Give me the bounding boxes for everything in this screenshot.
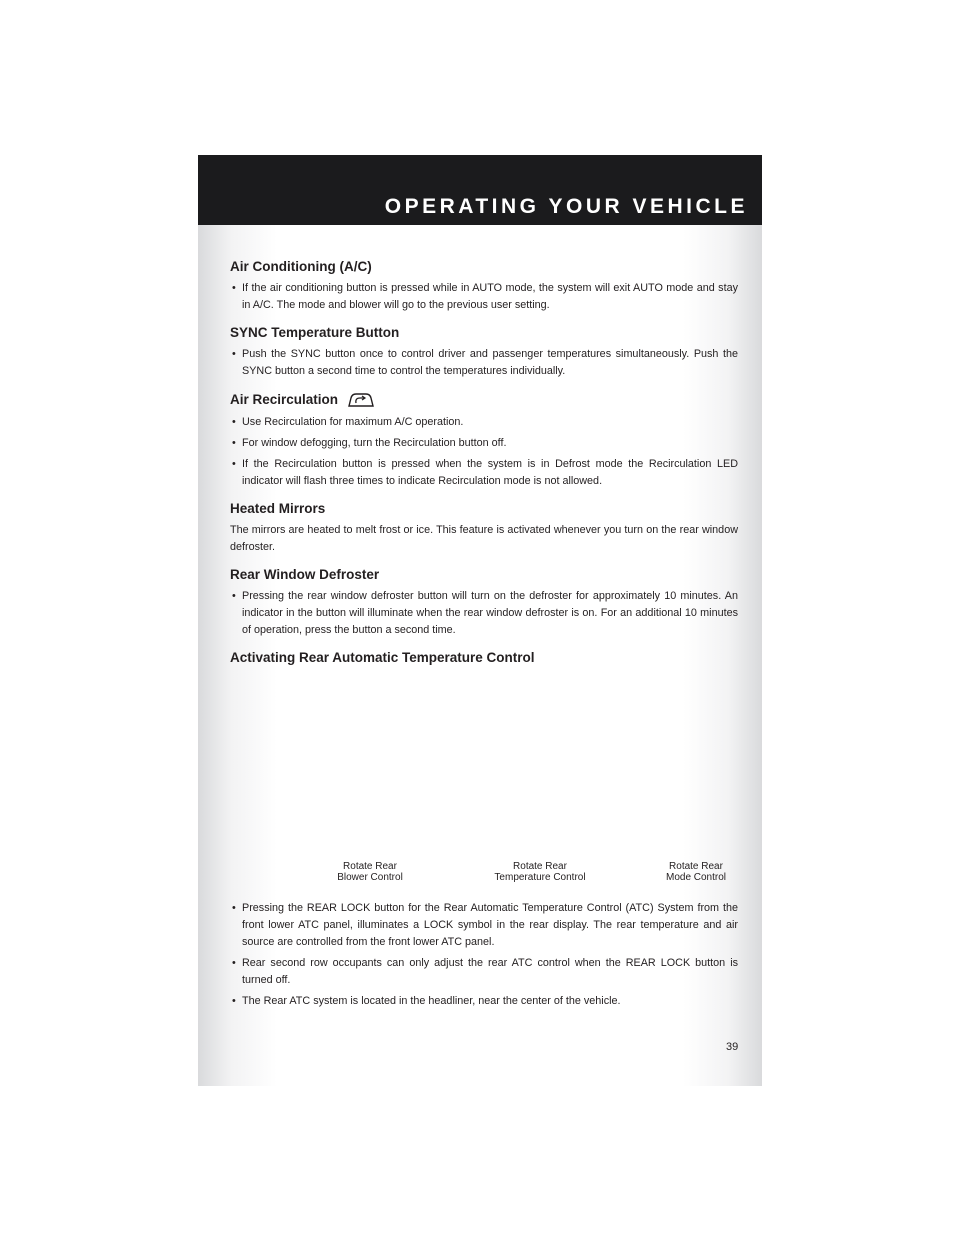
page-number: 39 xyxy=(726,1041,739,1053)
heading-air-conditioning: Air Conditioning (A/C) xyxy=(230,259,372,274)
list-item xyxy=(230,456,738,490)
section-header-bar xyxy=(198,155,762,225)
heading-rear-atc: Activating Rear Automatic Temperature Control xyxy=(230,650,535,665)
paragraph-heated-mirrors: The mirrors are heated to melt frost or ice. This feature is activated whenever you turn on the rear window defroster. xyxy=(230,524,738,553)
page-content xyxy=(230,258,738,1020)
list-item-text: Rear second row occupants can only adjust the rear ATC control when the REAR LOCK button is turned off. xyxy=(242,957,738,986)
section-header-title: OPERATING YOUR VEHICLE xyxy=(384,195,748,218)
list-item xyxy=(230,280,738,314)
list-item-text: Use Recirculation for maximum A/C operation. xyxy=(242,416,464,428)
list-item xyxy=(230,900,738,951)
list-item-text: The Rear ATC system is located in the headliner, near the center of the vehicle. xyxy=(242,995,621,1007)
bullet: • xyxy=(232,282,236,294)
list-item xyxy=(230,588,738,639)
list-item xyxy=(230,993,738,1010)
list-defroster xyxy=(230,588,738,639)
list-item-text: If the air conditioning button is pressed while in AUTO mode, the system will exit AUTO mode and stay in A/C. The mode and blower will go to the previous user setting. xyxy=(242,282,738,311)
list-item-text: If the Recirculation button is pressed when the system is in Defrost mode the Recirculation LED indicator will flash three times to indicate Recirculation mode is not allowed. xyxy=(242,458,738,487)
bullet: • xyxy=(232,458,236,470)
list-recirculation xyxy=(230,414,738,490)
heading-rear-window-defroster: Rear Window Defroster xyxy=(230,567,380,582)
list-sync xyxy=(230,346,738,380)
list-rear-atc xyxy=(230,900,738,1010)
caption-rear-mode-control: Rotate Rear Mode Control xyxy=(665,861,727,883)
bullet: • xyxy=(232,437,236,449)
heading-air-recirculation-row xyxy=(230,390,738,410)
heading-heated-mirrors: Heated Mirrors xyxy=(230,501,326,516)
recirculation-icon xyxy=(346,390,376,410)
list-item-text: Push the SYNC button once to control driver and passenger temperatures simultaneously. Push the SYNC button a second time to control the temperatures individually. xyxy=(242,348,738,377)
bullet: • xyxy=(232,902,236,914)
rear-atc-diagram xyxy=(230,675,738,882)
heading-sync-temperature: SYNC Temperature Button xyxy=(230,325,400,340)
bullet: • xyxy=(232,416,236,428)
heading-air-recirculation: Air Recirculation xyxy=(230,392,339,407)
bullet: • xyxy=(232,590,236,602)
bullet: • xyxy=(232,957,236,969)
list-air-conditioning xyxy=(230,280,738,314)
caption-rear-blower-control: Rotate Rear Blower Control xyxy=(337,861,403,883)
list-item-text: Pressing the rear window defroster button will turn on the defroster for approximately 10 minutes. An indicator in the button will illuminate when the rear window defroster is on. For an additional 10 minutes of operation, press the button a second time. xyxy=(242,590,738,636)
bullet: • xyxy=(232,348,236,360)
bullet: • xyxy=(232,995,236,1007)
list-item-text: Pressing the REAR LOCK button for the Rear Automatic Temperature Control (ATC) System from the front lower ATC panel, illuminates a LOCK symbol in the rear display. The rear temperature and air source are controlled from the front lower ATC panel. xyxy=(242,902,738,948)
caption-rear-temperature-control: Rotate Rear Temperature Control xyxy=(494,861,586,883)
list-item xyxy=(230,414,738,431)
list-item-text: For window defogging, turn the Recirculation button off. xyxy=(242,437,507,449)
list-item xyxy=(230,435,738,452)
list-item xyxy=(230,955,738,989)
list-item xyxy=(230,346,738,380)
